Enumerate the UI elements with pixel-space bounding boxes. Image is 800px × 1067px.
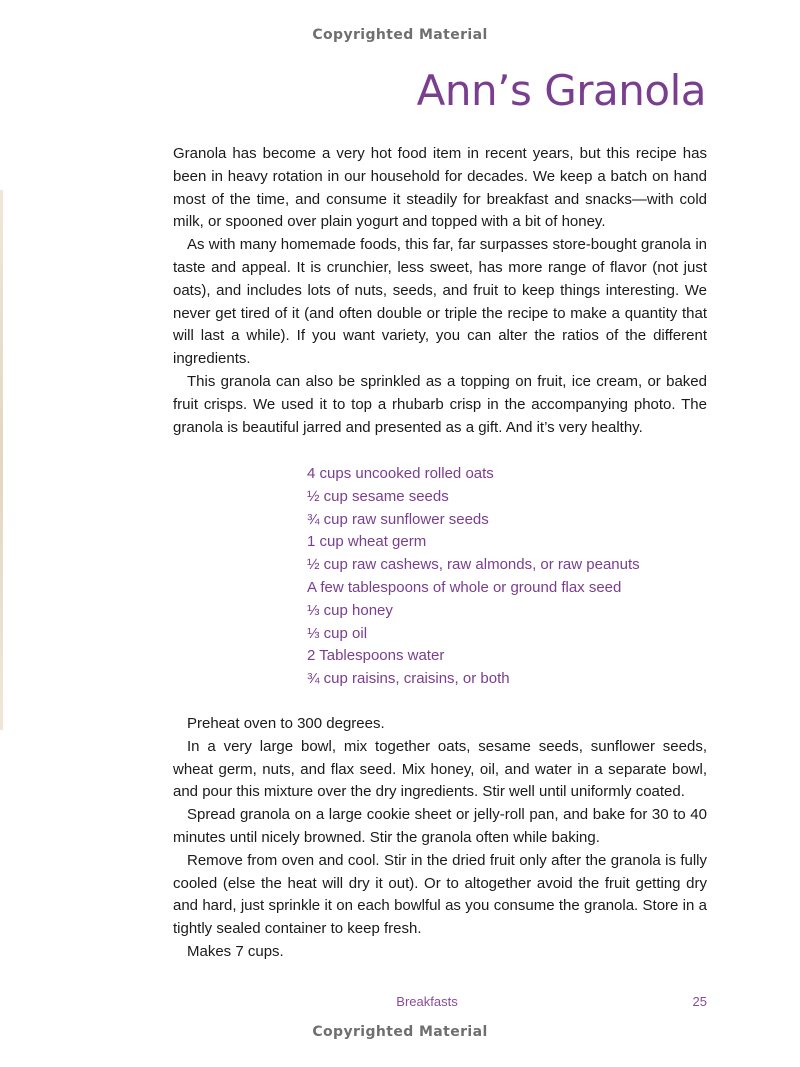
method-text — [173, 713, 707, 964]
ingredient-item: 4 cups uncooked rolled oats — [307, 465, 494, 482]
ingredient-item: A few tablespoons of whole or ground flax seed — [307, 578, 622, 596]
intro-paragraph: This granola can also be sprinkled as a topping on fruit, ice cream, or baked fruit crisps. We used it to top a rhubarb crisp in the accompanying photo. The granola is beautiful jarred and presented as a gift. And it’s very healthy. — [173, 372, 707, 436]
copyright-watermark-top: Copyrighted Material — [312, 27, 488, 43]
ingredient-item: ⅓ cup honey — [307, 601, 393, 619]
method-step: Makes 7 cups. — [187, 942, 284, 960]
ingredient-item: ¾ cup raisins, craisins, or both — [307, 670, 510, 688]
intro-text — [173, 143, 707, 439]
recipe-title: Ann’s Granola — [416, 66, 706, 115]
ingredient-item: ½ cup sesame seeds — [307, 487, 449, 505]
method-step: Remove from oven and cool. Stir in the dried fruit only after the granola is fully cooled (else the heat will dry it out). Or to altogether avoid the fruit getting dry and hard, just sprinkle it on each bowlful as you consume the granola. Store in a tightly sealed container to keep fresh. — [173, 851, 707, 938]
ingredient-item: 1 cup wheat germ — [307, 533, 427, 551]
ingredient-list — [307, 463, 640, 691]
method-step: In a very large bowl, mix together oats, sesame seeds, sunflower seeds, wheat germ, nuts, and flax seed. Mix honey, oil, and water in a separate bowl, and pour this mixture over the dry ingredients. Stir well until uniformly coated. — [173, 737, 707, 801]
intro-paragraph: As with many homemade foods, this far, far surpasses store-bought granola in taste and appeal. It is crunchier, less sweet, has more range of flavor (not just oats), and includes lots of nuts, seeds, and fruit to keep things interesting. We never get tired of it (and often double or triple the recipe to make a quantity that will last a while). If you want variety, you can alter the ratios of the different ingredients. — [173, 236, 707, 368]
method-step: Spread granola on a large cookie sheet or jelly-roll pan, and bake for 30 to 40 minutes until nicely browned. Stir the granola often while baking. — [173, 806, 707, 846]
ingredient-item: ⅓ cup oil — [307, 624, 368, 642]
ingredient-item: ½ cup raw cashews, raw almonds, or raw peanuts — [307, 556, 640, 574]
intro-paragraph: Granola has become a very hot food item in recent years, but this recipe has been in heavy rotation in our household for decades. We keep a batch on hand most of the time, and consume it steadily for breakfast and snacks—with cold milk, or spooned over plain yogurt and topped with a bit of honey. — [173, 145, 707, 231]
footer-section-name: Breakfasts — [396, 994, 458, 1009]
copyright-watermark-bottom: Copyrighted Material — [312, 1024, 488, 1040]
ingredient-item: ¾ cup raw sunflower seeds — [307, 510, 489, 528]
method-step: Preheat oven to 300 degrees. — [187, 715, 385, 732]
page-edge-strip — [0, 190, 3, 730]
ingredient-item: 2 Tablespoons water — [307, 647, 445, 665]
page-number: 25 — [692, 994, 707, 1009]
